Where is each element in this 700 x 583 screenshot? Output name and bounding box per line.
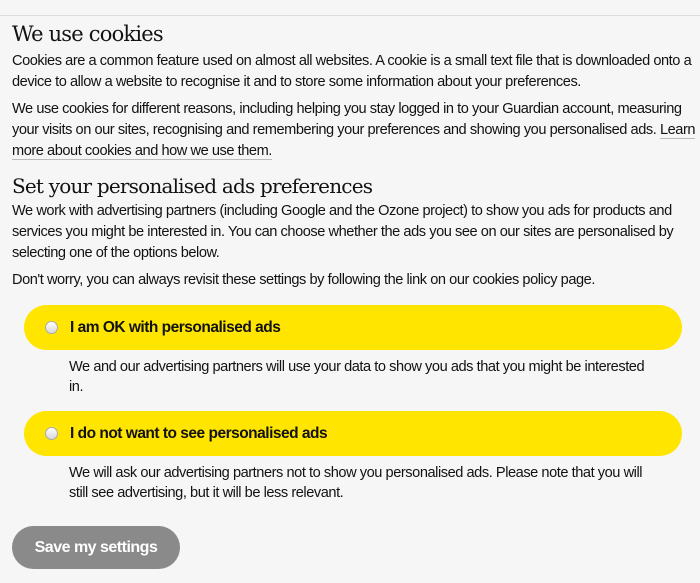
cookies-intro-text: Cookies are a common feature used on almost all websites. A cookie is a small text file that is downloaded onto a device to allow a website to recognise it and to store some information about your preferences. — [12, 53, 692, 90]
cookies-reasons-text — [12, 99, 696, 162]
top-divider — [0, 15, 700, 16]
radio-button[interactable] — [45, 427, 58, 440]
learn-more-link[interactable]: Learn more about cookies and how we use them. — [12, 122, 696, 159]
ads-revisit-text: Don't worry, you can always revisit these settings by following the link on our cookies policy page. — [12, 272, 595, 288]
option-description: We will ask our advertising partners not to show you personalised ads. Please note that you will still see advertising, but it will be less relevant. — [69, 465, 643, 501]
option-description: We and our advertising partners will use your data to show you ads that you might be interested in. — [69, 359, 645, 395]
option-label: I do not want to see personalised ads — [70, 424, 328, 442]
option-label: I am OK with personalised ads — [70, 318, 281, 336]
option-personalised-ads[interactable] — [24, 305, 682, 350]
radio-button[interactable] — [45, 321, 58, 334]
cookies-heading: We use cookies — [12, 22, 163, 46]
cookie-consent-panel — [12, 20, 696, 503]
option-no-personalised-ads[interactable] — [24, 411, 682, 456]
ads-intro-text: We work with advertising partners (including Google and the Ozone project) to show you ads for products and services you might be interested in. You can choose whether the ads you see on our sites are personalised by selecting one of the options below. — [12, 203, 674, 261]
cookies-reasons-body: We use cookies for different reasons, including helping you stay logged in to your Guardian account, measuring your visits on our sites, recognising and remembering your preferences and showing you personalised ads. — [12, 101, 682, 138]
save-settings-button[interactable]: Save my settings — [12, 526, 180, 569]
ads-heading: Set your personalised ads preferences — [12, 174, 373, 198]
